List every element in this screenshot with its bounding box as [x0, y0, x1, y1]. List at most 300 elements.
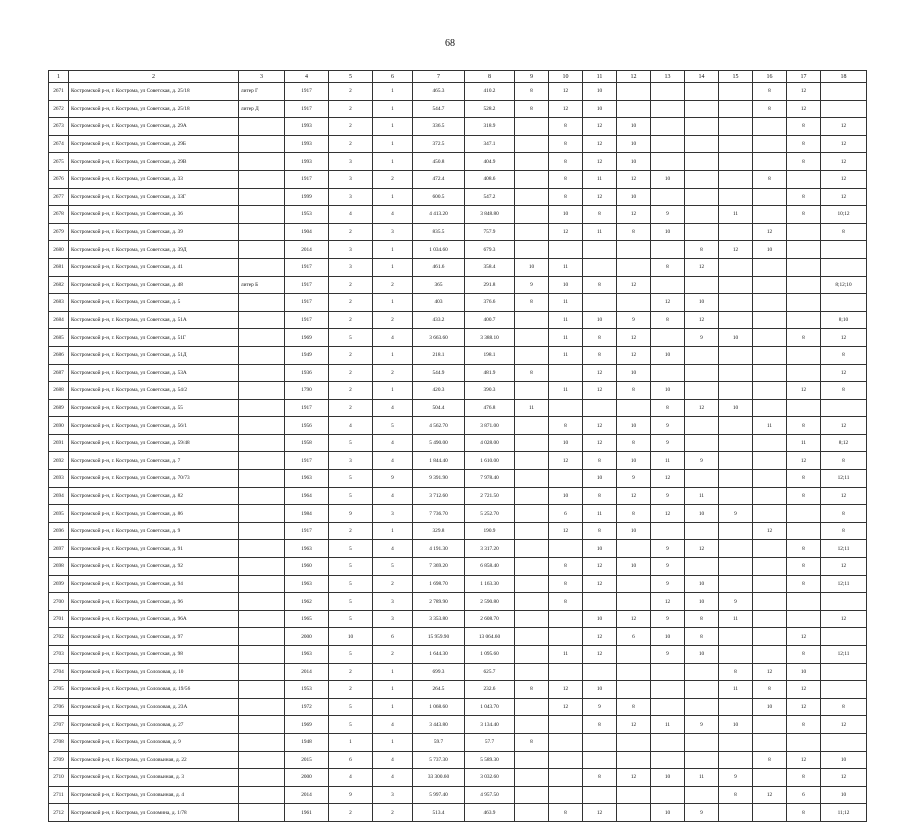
- table-cell: [651, 135, 685, 153]
- table-cell: 5: [329, 558, 373, 576]
- table-cell: [685, 698, 719, 716]
- table-cell: 504.4: [413, 399, 465, 417]
- table-row: [49, 663, 867, 681]
- column-header: 2: [69, 71, 239, 83]
- table-cell: [239, 593, 285, 611]
- table-cell: 12: [821, 716, 867, 734]
- table-cell: [753, 470, 787, 488]
- table-cell: 12: [617, 487, 651, 505]
- table-cell: [753, 346, 787, 364]
- table-cell: 11: [685, 769, 719, 787]
- table-row: [49, 540, 867, 558]
- table-cell: 1 644.30: [413, 646, 465, 664]
- table-cell: 6: [549, 505, 583, 523]
- table-cell: [821, 681, 867, 699]
- table-cell: 12: [583, 364, 617, 382]
- table-cell: 358.4: [465, 258, 515, 276]
- table-cell: 8: [515, 83, 549, 101]
- table-row: [49, 646, 867, 664]
- table-cell: 12: [549, 452, 583, 470]
- table-cell: 6: [329, 751, 373, 769]
- table-cell: 10: [583, 83, 617, 101]
- table-cell: 2699: [49, 575, 69, 593]
- table-cell: [549, 628, 583, 646]
- table-cell: 8: [685, 628, 719, 646]
- table-cell: 1 034.60: [413, 241, 465, 259]
- table-cell: [753, 804, 787, 822]
- table-cell: 2: [329, 294, 373, 312]
- table-cell: 12: [583, 628, 617, 646]
- table-cell: 8: [787, 769, 821, 787]
- table-cell: [515, 153, 549, 171]
- table-cell: 8: [787, 575, 821, 593]
- table-cell: [583, 294, 617, 312]
- table-cell: [617, 399, 651, 417]
- table-cell: [515, 382, 549, 400]
- table-cell: [651, 188, 685, 206]
- table-cell: 8: [549, 170, 583, 188]
- table-cell: [719, 382, 753, 400]
- table-cell: 8: [821, 522, 867, 540]
- table-cell: 8: [821, 223, 867, 241]
- table-cell: Костромской р-н, г. Кострома, ул Советская, д. 94: [69, 575, 239, 593]
- table-cell: 1917: [285, 276, 329, 294]
- table-cell: [753, 382, 787, 400]
- table-cell: 9: [651, 434, 685, 452]
- table-cell: 1965: [285, 610, 329, 628]
- table-cell: 12: [549, 698, 583, 716]
- table-cell: 8;12: [821, 434, 867, 452]
- table-cell: 1790: [285, 382, 329, 400]
- table-cell: [239, 751, 285, 769]
- table-cell: 2: [373, 311, 413, 329]
- table-cell: 8: [753, 751, 787, 769]
- table-cell: 3: [329, 170, 373, 188]
- table-cell: [719, 434, 753, 452]
- table-cell: [583, 733, 617, 751]
- table-cell: [549, 663, 583, 681]
- table-cell: 12: [787, 382, 821, 400]
- table-cell: Костромской р-н, г. Кострома, ул Соловьиная, д. 3: [69, 769, 239, 787]
- table-cell: [719, 135, 753, 153]
- table-cell: Костромской р-н, г. Кострома, ул Советская, д. 9: [69, 522, 239, 540]
- table-cell: [239, 646, 285, 664]
- table-cell: 9: [651, 558, 685, 576]
- table-cell: Костромской р-н, г. Кострома, ул Соломина, д. 1/78: [69, 804, 239, 822]
- table-cell: 5: [329, 329, 373, 347]
- table-row: [49, 716, 867, 734]
- table-cell: [549, 610, 583, 628]
- table-cell: 4: [329, 206, 373, 224]
- table-cell: [617, 575, 651, 593]
- table-cell: 372.5: [413, 135, 465, 153]
- table-cell: [753, 399, 787, 417]
- table-cell: 8: [821, 452, 867, 470]
- column-header: 7: [413, 71, 465, 83]
- table-cell: 291.8: [465, 276, 515, 294]
- table-cell: Костромской р-н, г. Кострома, ул Советская, д. 25/18: [69, 83, 239, 101]
- table-cell: 8: [753, 170, 787, 188]
- table-cell: 420.3: [413, 382, 465, 400]
- table-cell: 10: [719, 399, 753, 417]
- table-cell: 12: [617, 769, 651, 787]
- table-cell: 8: [787, 118, 821, 136]
- table-cell: 1 095.60: [465, 646, 515, 664]
- table-row: [49, 558, 867, 576]
- table-cell: 2: [329, 663, 373, 681]
- table-cell: [719, 558, 753, 576]
- table-cell: литер Д: [239, 100, 285, 118]
- table-cell: 12: [821, 610, 867, 628]
- table-cell: 2674: [49, 135, 69, 153]
- table-cell: [753, 558, 787, 576]
- table-cell: [239, 399, 285, 417]
- table-cell: [685, 751, 719, 769]
- table-cell: [821, 663, 867, 681]
- table-cell: 2698: [49, 558, 69, 576]
- table-cell: 1953: [285, 681, 329, 699]
- table-cell: [651, 522, 685, 540]
- table-cell: [821, 628, 867, 646]
- table-cell: 12: [753, 786, 787, 804]
- table-cell: 2687: [49, 364, 69, 382]
- table-cell: 8: [685, 241, 719, 259]
- table-cell: 3 032.60: [465, 769, 515, 787]
- table-cell: Костромской р-н, г. Кострома, ул Советская, д. 51Г: [69, 329, 239, 347]
- table-row: [49, 188, 867, 206]
- table-cell: [651, 329, 685, 347]
- table-cell: [787, 593, 821, 611]
- table-cell: [753, 452, 787, 470]
- table-cell: 5 589.30: [465, 751, 515, 769]
- table-cell: [685, 663, 719, 681]
- table-cell: 2688: [49, 382, 69, 400]
- table-cell: [515, 329, 549, 347]
- table-cell: 8: [583, 276, 617, 294]
- table-row: [49, 434, 867, 452]
- table-cell: 9: [651, 417, 685, 435]
- table-cell: 12: [583, 575, 617, 593]
- table-cell: 12: [617, 716, 651, 734]
- table-cell: Костромской р-н, г. Кострома, ул Советская, д. 55: [69, 399, 239, 417]
- table-cell: 3 134.40: [465, 716, 515, 734]
- table-cell: [515, 575, 549, 593]
- table-cell: 4: [373, 540, 413, 558]
- table-cell: 2: [373, 170, 413, 188]
- column-header: 1: [49, 71, 69, 83]
- table-cell: [753, 593, 787, 611]
- table-cell: 4: [373, 206, 413, 224]
- table-cell: [719, 188, 753, 206]
- table-cell: 12: [651, 470, 685, 488]
- table-cell: 13 064.60: [465, 628, 515, 646]
- table-cell: 190.9: [465, 522, 515, 540]
- table-row: [49, 733, 867, 751]
- table-cell: [685, 382, 719, 400]
- table-cell: 3: [329, 153, 373, 171]
- table-cell: 1963: [285, 470, 329, 488]
- table-row: [49, 698, 867, 716]
- table-cell: 2689: [49, 399, 69, 417]
- table-cell: [651, 698, 685, 716]
- table-cell: 1 610.00: [465, 452, 515, 470]
- table-cell: 481.9: [465, 364, 515, 382]
- table-cell: 10: [617, 452, 651, 470]
- table-cell: 3: [373, 593, 413, 611]
- table-cell: 3: [329, 452, 373, 470]
- table-row: [49, 681, 867, 699]
- table-cell: 8: [549, 188, 583, 206]
- table-row: [49, 628, 867, 646]
- table-cell: 9: [617, 470, 651, 488]
- table-cell: Костромской р-н, г. Кострома, ул Советская, д. 70/73: [69, 470, 239, 488]
- table-cell: Костромской р-н, г. Кострома, ул Солоховая, д. 27: [69, 716, 239, 734]
- table-cell: 10: [583, 470, 617, 488]
- table-cell: [239, 294, 285, 312]
- table-cell: 1: [373, 681, 413, 699]
- table-cell: [651, 276, 685, 294]
- table-cell: [719, 311, 753, 329]
- table-cell: Костромской р-н, г. Кострома, ул Советская, д. 7: [69, 452, 239, 470]
- table-cell: [685, 364, 719, 382]
- table-cell: 9: [719, 593, 753, 611]
- table-cell: [239, 769, 285, 787]
- table-row: [49, 804, 867, 822]
- table-cell: 12: [685, 311, 719, 329]
- table-cell: 8: [583, 206, 617, 224]
- table-cell: 2: [373, 276, 413, 294]
- table-cell: 12: [821, 118, 867, 136]
- table-cell: 11: [651, 716, 685, 734]
- table-row: [49, 417, 867, 435]
- table-cell: 12: [617, 610, 651, 628]
- table-cell: 12: [583, 646, 617, 664]
- table-cell: [787, 276, 821, 294]
- table-cell: 1949: [285, 346, 329, 364]
- table-cell: 1: [373, 733, 413, 751]
- table-cell: 4 028.00: [465, 434, 515, 452]
- column-header: 17: [787, 71, 821, 83]
- table-cell: 1917: [285, 83, 329, 101]
- table-cell: 5: [329, 698, 373, 716]
- table-cell: [583, 593, 617, 611]
- table-cell: 9: [651, 575, 685, 593]
- table-row: [49, 100, 867, 118]
- table-cell: 1 844.40: [413, 452, 465, 470]
- table-cell: [719, 470, 753, 488]
- table-cell: [651, 241, 685, 259]
- table-cell: [617, 786, 651, 804]
- table-cell: 8: [753, 100, 787, 118]
- table-cell: [719, 487, 753, 505]
- table-cell: 12: [651, 294, 685, 312]
- table-cell: [787, 364, 821, 382]
- table-cell: [549, 786, 583, 804]
- table-cell: 12: [617, 276, 651, 294]
- table-cell: 10: [583, 610, 617, 628]
- table-cell: 3 871.00: [465, 417, 515, 435]
- table-row: [49, 505, 867, 523]
- table-cell: [239, 188, 285, 206]
- table-cell: [753, 434, 787, 452]
- table-cell: 1964: [285, 487, 329, 505]
- table-cell: [515, 487, 549, 505]
- table-cell: [515, 434, 549, 452]
- table-cell: 757.9: [465, 223, 515, 241]
- table-cell: 472.4: [413, 170, 465, 188]
- table-cell: 8: [549, 558, 583, 576]
- table-cell: 2682: [49, 276, 69, 294]
- table-cell: Костромской р-н, г. Кострома, ул Солоховая, д. 19/56: [69, 681, 239, 699]
- table-cell: 318.9: [465, 118, 515, 136]
- table-cell: 10: [651, 223, 685, 241]
- table-cell: [617, 83, 651, 101]
- table-cell: 2711: [49, 786, 69, 804]
- table-cell: [719, 170, 753, 188]
- table-cell: 5: [329, 716, 373, 734]
- table-cell: 9: [373, 470, 413, 488]
- table-cell: [719, 540, 753, 558]
- table-cell: 1: [373, 522, 413, 540]
- table-cell: 10: [549, 487, 583, 505]
- table-cell: 2 590.80: [465, 593, 515, 611]
- table-cell: 2: [329, 399, 373, 417]
- table-row: [49, 786, 867, 804]
- table-cell: 2672: [49, 100, 69, 118]
- table-cell: 1948: [285, 733, 329, 751]
- table-cell: [719, 417, 753, 435]
- table-cell: 410.2: [465, 83, 515, 101]
- table-cell: 1962: [285, 593, 329, 611]
- table-cell: 2708: [49, 733, 69, 751]
- table-cell: 9: [515, 276, 549, 294]
- table-cell: [685, 276, 719, 294]
- table-cell: 12: [617, 346, 651, 364]
- table-cell: [753, 188, 787, 206]
- table-row: [49, 153, 867, 171]
- table-cell: [719, 364, 753, 382]
- table-cell: 59.7: [413, 733, 465, 751]
- table-cell: 1972: [285, 698, 329, 716]
- table-cell: 3 353.80: [413, 610, 465, 628]
- table-cell: [651, 153, 685, 171]
- table-cell: 2 608.70: [465, 610, 515, 628]
- table-cell: 2000: [285, 769, 329, 787]
- table-cell: 8: [787, 417, 821, 435]
- table-cell: 4: [373, 329, 413, 347]
- table-cell: 2: [329, 804, 373, 822]
- table-cell: 12: [787, 681, 821, 699]
- column-header: 16: [753, 71, 787, 83]
- table-cell: 2: [329, 276, 373, 294]
- table-cell: Костромской р-н, г. Кострома, ул Советская, д. 91: [69, 540, 239, 558]
- table-cell: [617, 663, 651, 681]
- table-cell: 1917: [285, 294, 329, 312]
- table-cell: 10: [583, 100, 617, 118]
- table-cell: 329.8: [413, 522, 465, 540]
- table-cell: 12: [821, 329, 867, 347]
- table-cell: 2677: [49, 188, 69, 206]
- table-cell: [685, 118, 719, 136]
- table-cell: [239, 364, 285, 382]
- table-cell: Костромской р-н, г. Кострома, ул Советская, д. 41: [69, 258, 239, 276]
- table-cell: [239, 786, 285, 804]
- table-cell: 12: [787, 751, 821, 769]
- table-cell: 1963: [285, 646, 329, 664]
- table-cell: 8: [549, 118, 583, 136]
- table-cell: [515, 135, 549, 153]
- table-cell: 404.9: [465, 153, 515, 171]
- table-cell: Костромской р-н, г. Кострома, ул Советская, д. 25/18: [69, 100, 239, 118]
- column-header: 18: [821, 71, 867, 83]
- table-cell: [239, 804, 285, 822]
- table-cell: 2676: [49, 170, 69, 188]
- table-cell: [549, 769, 583, 787]
- table-cell: Костромской р-н, г. Кострома, ул Советская, д. 51Д: [69, 346, 239, 364]
- table-cell: 8: [515, 294, 549, 312]
- table-cell: [515, 593, 549, 611]
- table-cell: 6 858.40: [465, 558, 515, 576]
- table-cell: [651, 786, 685, 804]
- column-header: 4: [285, 71, 329, 83]
- table-cell: 9: [329, 505, 373, 523]
- table-cell: 2: [329, 311, 373, 329]
- table-cell: 2694: [49, 487, 69, 505]
- table-cell: 12: [617, 329, 651, 347]
- table-row: [49, 135, 867, 153]
- table-cell: [651, 118, 685, 136]
- table-cell: 2705: [49, 681, 69, 699]
- table-cell: 2: [329, 382, 373, 400]
- table-cell: 1: [373, 294, 413, 312]
- table-cell: 544.7: [413, 100, 465, 118]
- table-cell: 232.6: [465, 681, 515, 699]
- table-cell: 12: [821, 558, 867, 576]
- table-cell: 10: [549, 206, 583, 224]
- table-cell: 12: [583, 153, 617, 171]
- table-cell: 1936: [285, 364, 329, 382]
- table-cell: 12: [583, 135, 617, 153]
- table-cell: 600.5: [413, 188, 465, 206]
- table-cell: 476.8: [465, 399, 515, 417]
- table-cell: [685, 170, 719, 188]
- table-cell: 8: [787, 206, 821, 224]
- table-cell: 1993: [285, 118, 329, 136]
- table-cell: [239, 223, 285, 241]
- table-cell: 1 163.30: [465, 575, 515, 593]
- table-cell: 8: [821, 346, 867, 364]
- table-cell: Костромской р-н, г. Кострома, ул Советская, д. 53А: [69, 364, 239, 382]
- table-cell: [651, 733, 685, 751]
- column-header: 13: [651, 71, 685, 83]
- table-cell: 5: [329, 646, 373, 664]
- table-cell: [651, 681, 685, 699]
- table-cell: 10: [617, 364, 651, 382]
- table-cell: 12: [583, 382, 617, 400]
- table-cell: [515, 804, 549, 822]
- table-cell: [239, 716, 285, 734]
- table-cell: 10: [515, 258, 549, 276]
- table-cell: 2680: [49, 241, 69, 259]
- table-cell: 835.5: [413, 223, 465, 241]
- table-cell: Костромской р-н, г. Кострома, ул Советская, д. 54/2: [69, 382, 239, 400]
- table-cell: 12: [617, 206, 651, 224]
- table-cell: 1961: [285, 804, 329, 822]
- table-cell: Костромской р-н, г. Кострома, ул Советская, д. 36: [69, 206, 239, 224]
- table-cell: 1: [373, 663, 413, 681]
- table-cell: [821, 258, 867, 276]
- table-cell: 1: [373, 153, 413, 171]
